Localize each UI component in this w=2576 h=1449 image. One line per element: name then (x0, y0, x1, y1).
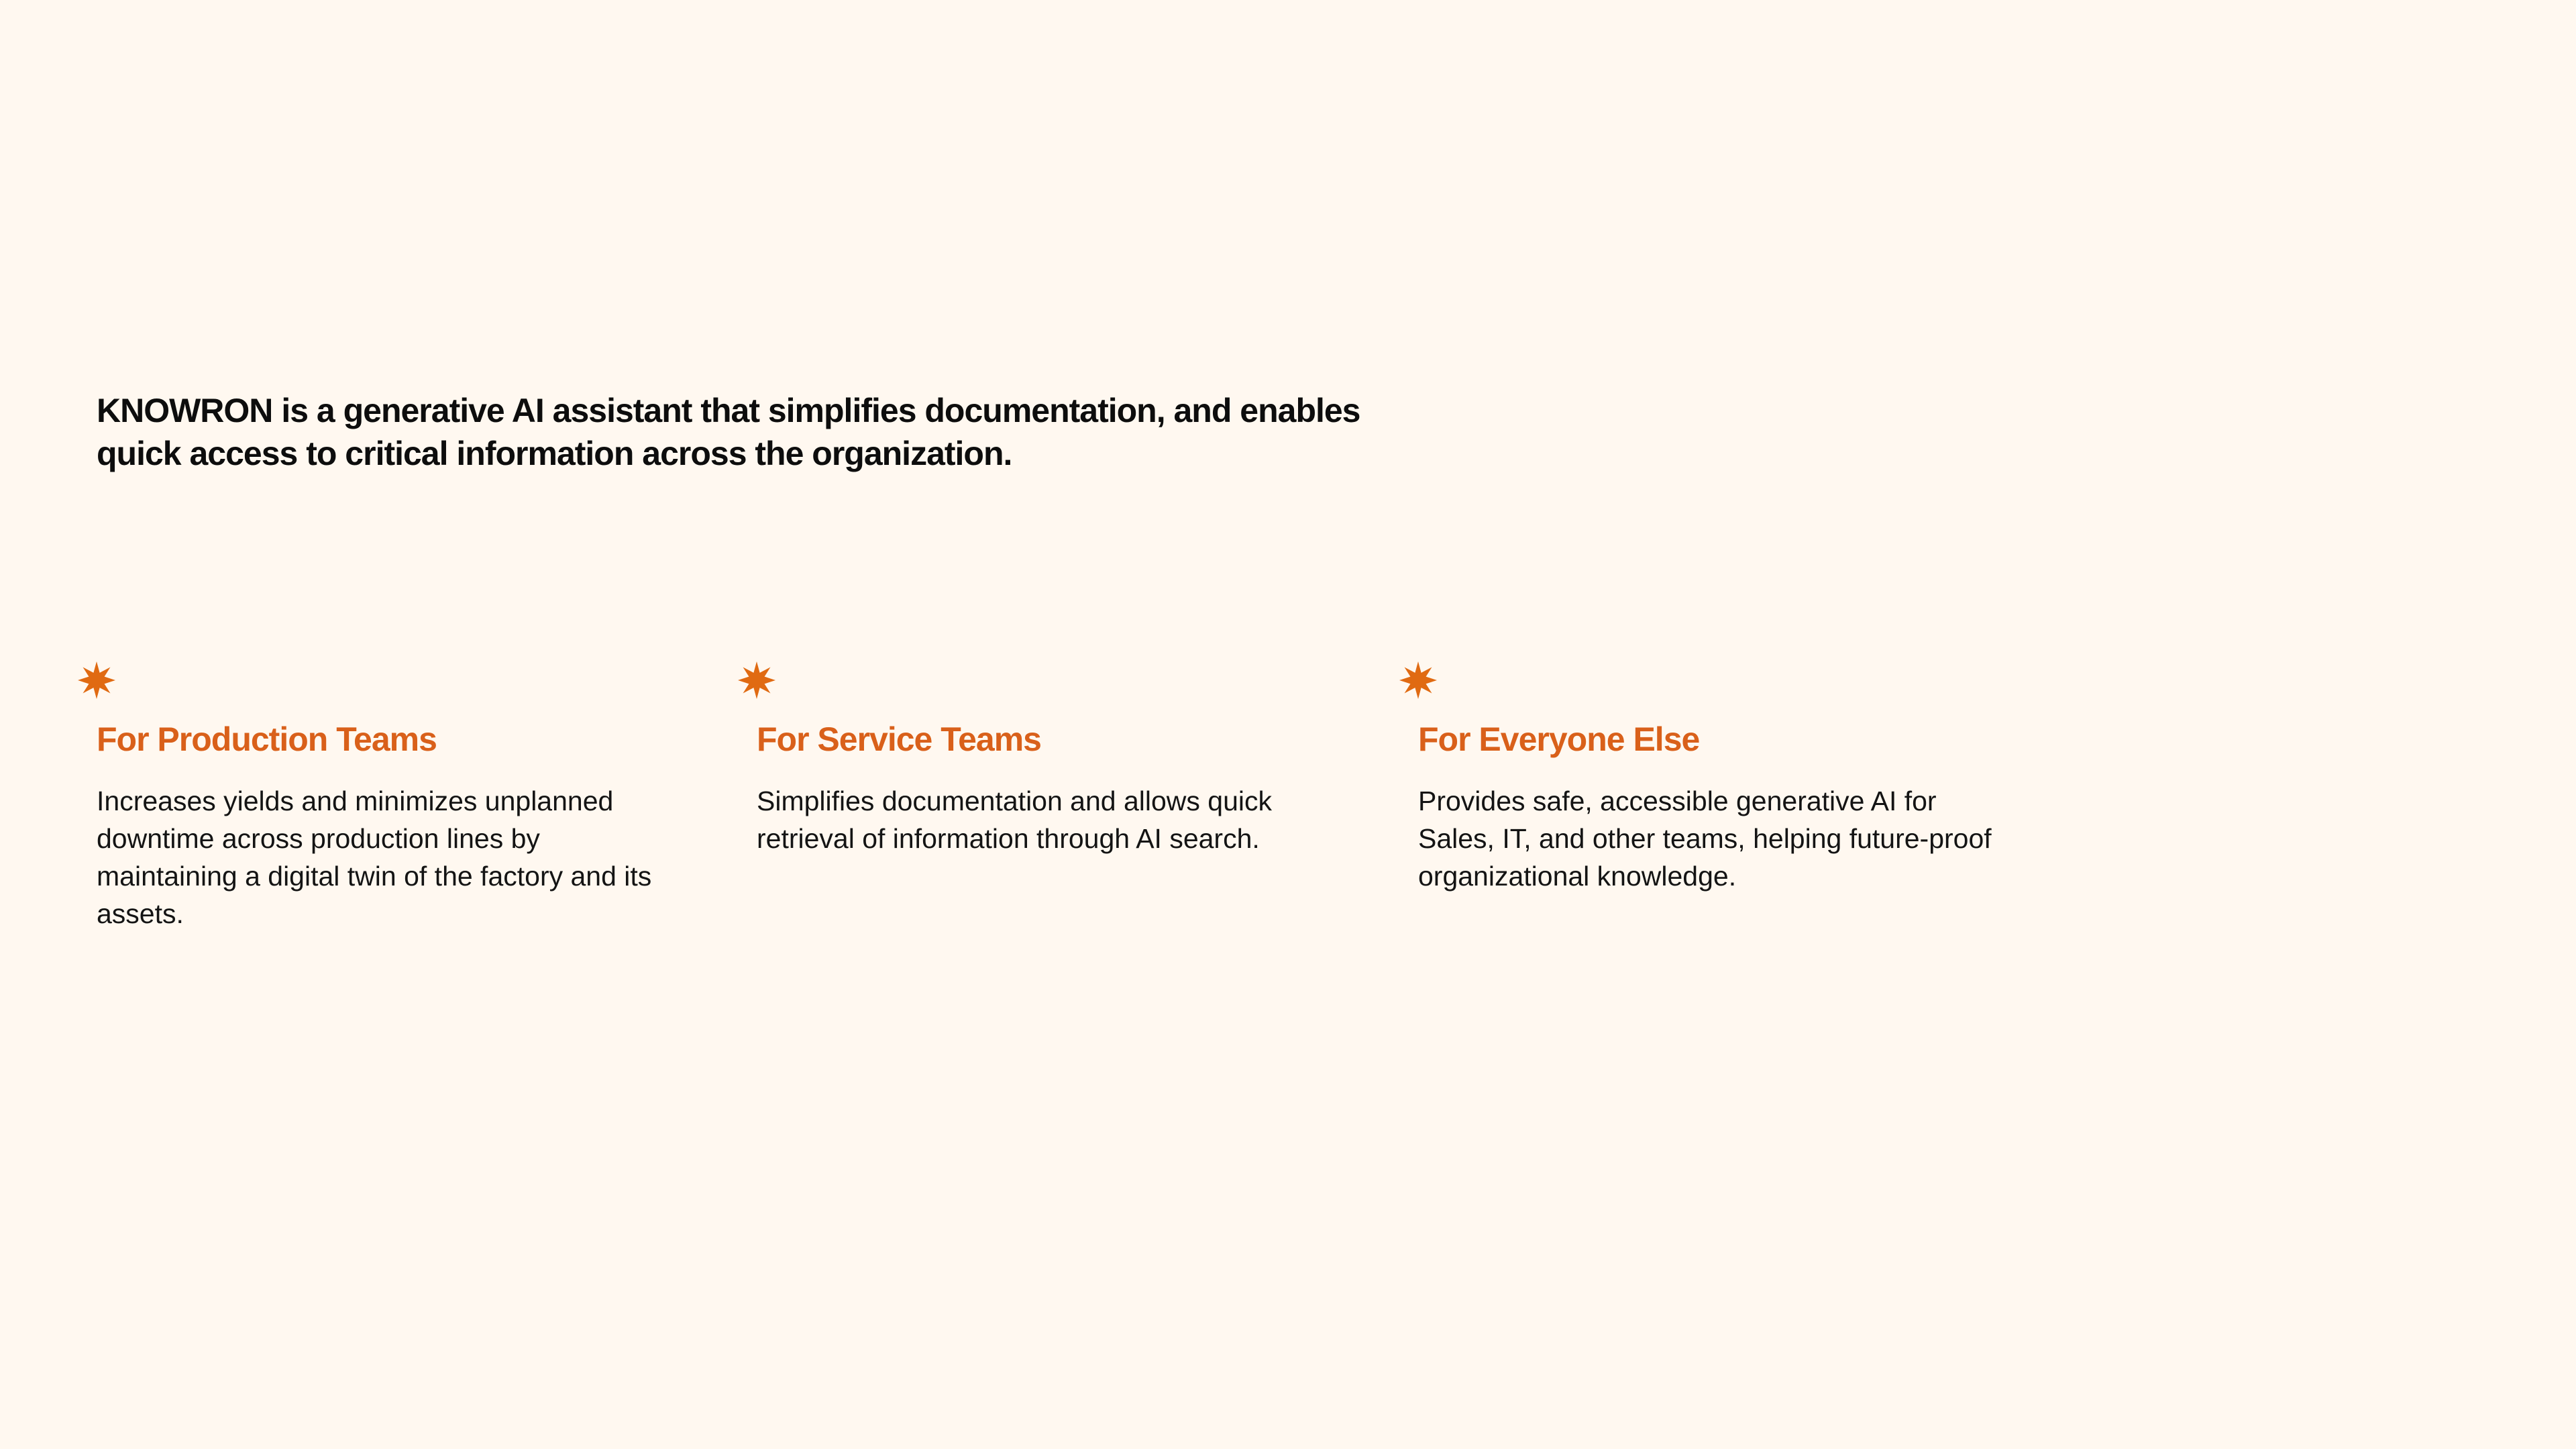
brand-name: KNOWRON (97, 392, 273, 429)
intro-statement (97, 389, 1371, 475)
feature-title: For Production Teams (97, 720, 437, 758)
intro-text: is a generative AI assistant that simplifies documentation, and enables quick access to critical information across the organization. (97, 392, 1360, 472)
feature-everyone-else (1398, 660, 1992, 892)
star-icon (76, 660, 117, 700)
star-icon (737, 660, 777, 700)
feature-service-teams (737, 660, 1327, 854)
star-icon (1398, 660, 1438, 700)
feature-title: For Service Teams (757, 720, 1041, 758)
feature-description: Increases yields and minimizes unplanned downtime across production lines by maintaining a digital twin of the factory and its assets. (97, 786, 652, 929)
feature-title: For Everyone Else (1418, 720, 1700, 758)
feature-production-teams (76, 660, 667, 929)
feature-description: Provides safe, accessible generative AI for Sales, IT, and other teams, helping future-proof organizational knowledge. (1418, 786, 1992, 892)
feature-description: Simplifies documentation and allows quick retrieval of information through AI search. (757, 786, 1273, 854)
